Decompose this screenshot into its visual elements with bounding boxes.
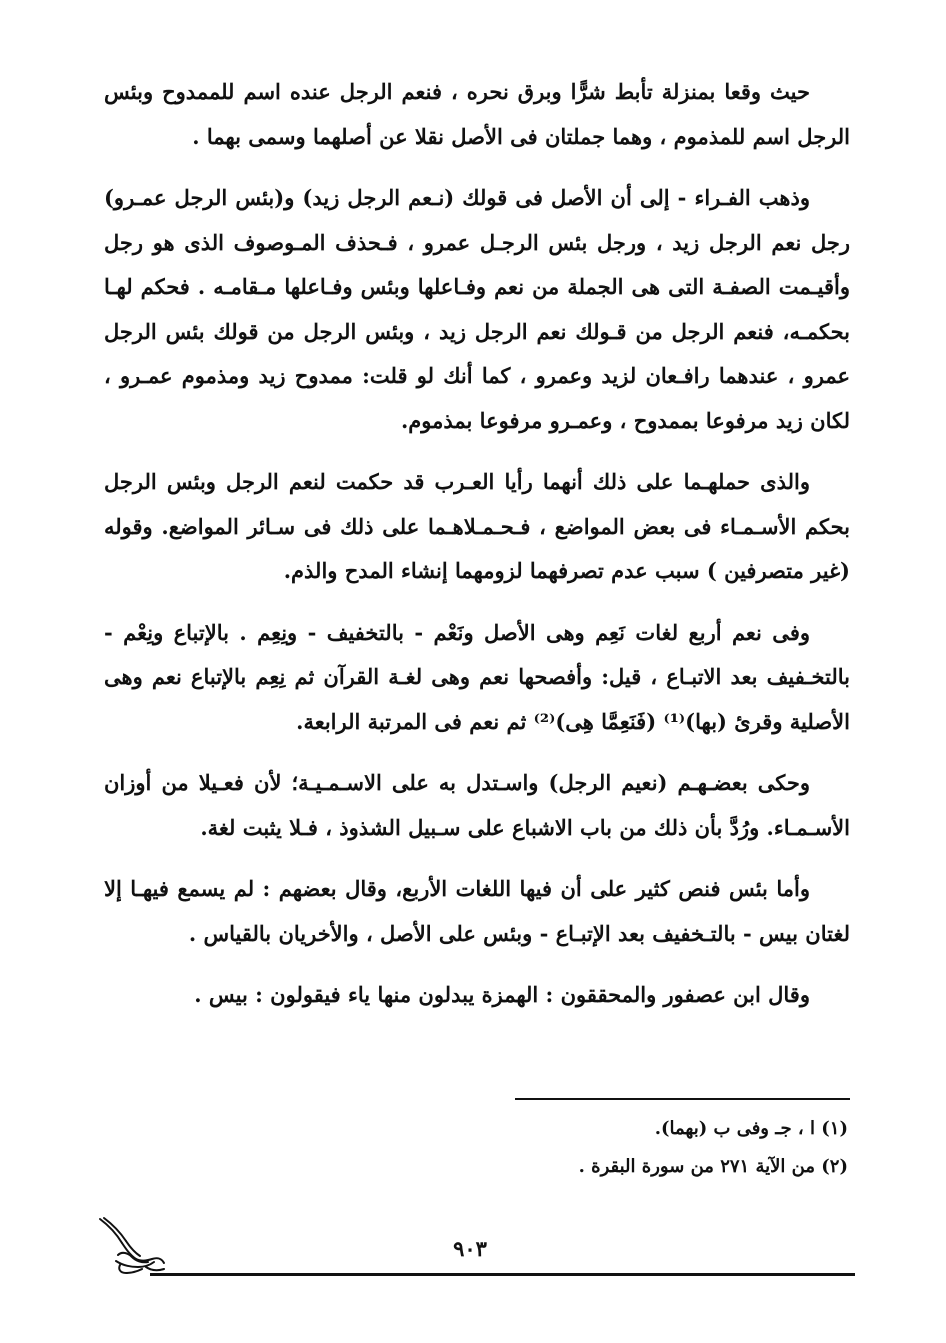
paragraph-4: وفى نعم أربع لغات نَعِم وهى الأصل ونَعْم - بالتخفيف - ونِعِم . بالإتباع ونِعْم - بالتخـفيف بعد الاتبـاع ، قيل: وأفصحها نعم وهى لغـة القرآن ثم نِعِم بالإتباع نعم وهى الأصلية وقرئ (بها)⁽¹⁾ (فَنَعِمَّا هِى)⁽²⁾ ثم نعم فى المرتبة الرابعة.: [104, 619, 850, 734]
paragraph-7: وقال ابن عصفور والمحققون : الهمزة يبدلون منها ياء فيقولون : بيس .: [194, 982, 810, 1007]
paragraph-1: حيث وقعا بمنزلة تأبط شرًّا وبرق نحره ، فنعم الرجل عنده اسم للممدوح وبئس الرجل اسم للمذموم ، وهما جملتان فى الأصل نقلا عن أصلهما وسمى بهما .: [104, 79, 850, 149]
page-number: ٩٠٣: [453, 1236, 487, 1261]
paragraph-2: وذهب الفـراء - إلى أن الأصل فى قولك (نـعم الرجل زيد) و(بئس الرجل عمـرو) رجل نعم الرجل زيد ، ورجل بئس الرجـل عمرو ، فـحذف المـوصوف الذى هو رجل وأقيـمت الصفـة التى هى الجملة من نعم وفـاعلها وبئس وفـاعلها مـقامـه . فحكم لهـا بحكمـه، فنعم الرجل من قـولك نعم الرجل زيد ، وبئس الرجل من قولك بئس الرجل عمرو ، عندهما رافـعان لزيد وعمرو ، كما أنك لو قلت: ممدوح زيد ومذموم عمـرو ، لكان زيد مرفوعا بممدوح ، وعمـرو مرفوعا بمذموم.: [104, 185, 850, 433]
quill-hand-icon: [96, 1215, 168, 1279]
bottom-divider: [150, 1273, 855, 1276]
paragraph-3: والذى حملهـما على ذلك أنهما رأيا العـرب قد حكمت لنعم الرجل وبئس الرجل بحكم الأسـمـاء فى بعض المواضع ، فـحـمـلاهـما على ذلك فى سـائر المواضع. وقوله (غير متصرفين ) سبب عدم تصرفهما لزومهما إنشاء المدح والذم.: [104, 469, 850, 583]
footnote-2: (٢) من الآية ٢٧١ من سورة البقرة .: [578, 1156, 848, 1177]
footnotes: [420, 1110, 848, 1186]
paragraph-5: وحكى بعضـهـم (نعيم الرجل) واسـتدل به على الاسـمـيـة؛ لأن فعـيلا من أوزان الأسـمـاء. ورُدَّ بأن ذلك من باب الاشباع على سـبيل الشذوذ ، فـلا يثبت لغة.: [104, 770, 850, 840]
main-text: [104, 70, 850, 1018]
paragraph-6: وأما بئس فنص كثير على أن فيها اللغات الأربع، وقال بعضهم : لم يسمع فيهـا إلا لغتان بيس - بالتـخفيف بعد الإتبـاع - وبئس على الأصل ، والأخريان بالقياس .: [104, 876, 850, 946]
footnote-divider: [515, 1098, 850, 1100]
footnote-1: (١) ا ، جـ وفى ب (بهما).: [654, 1118, 848, 1139]
